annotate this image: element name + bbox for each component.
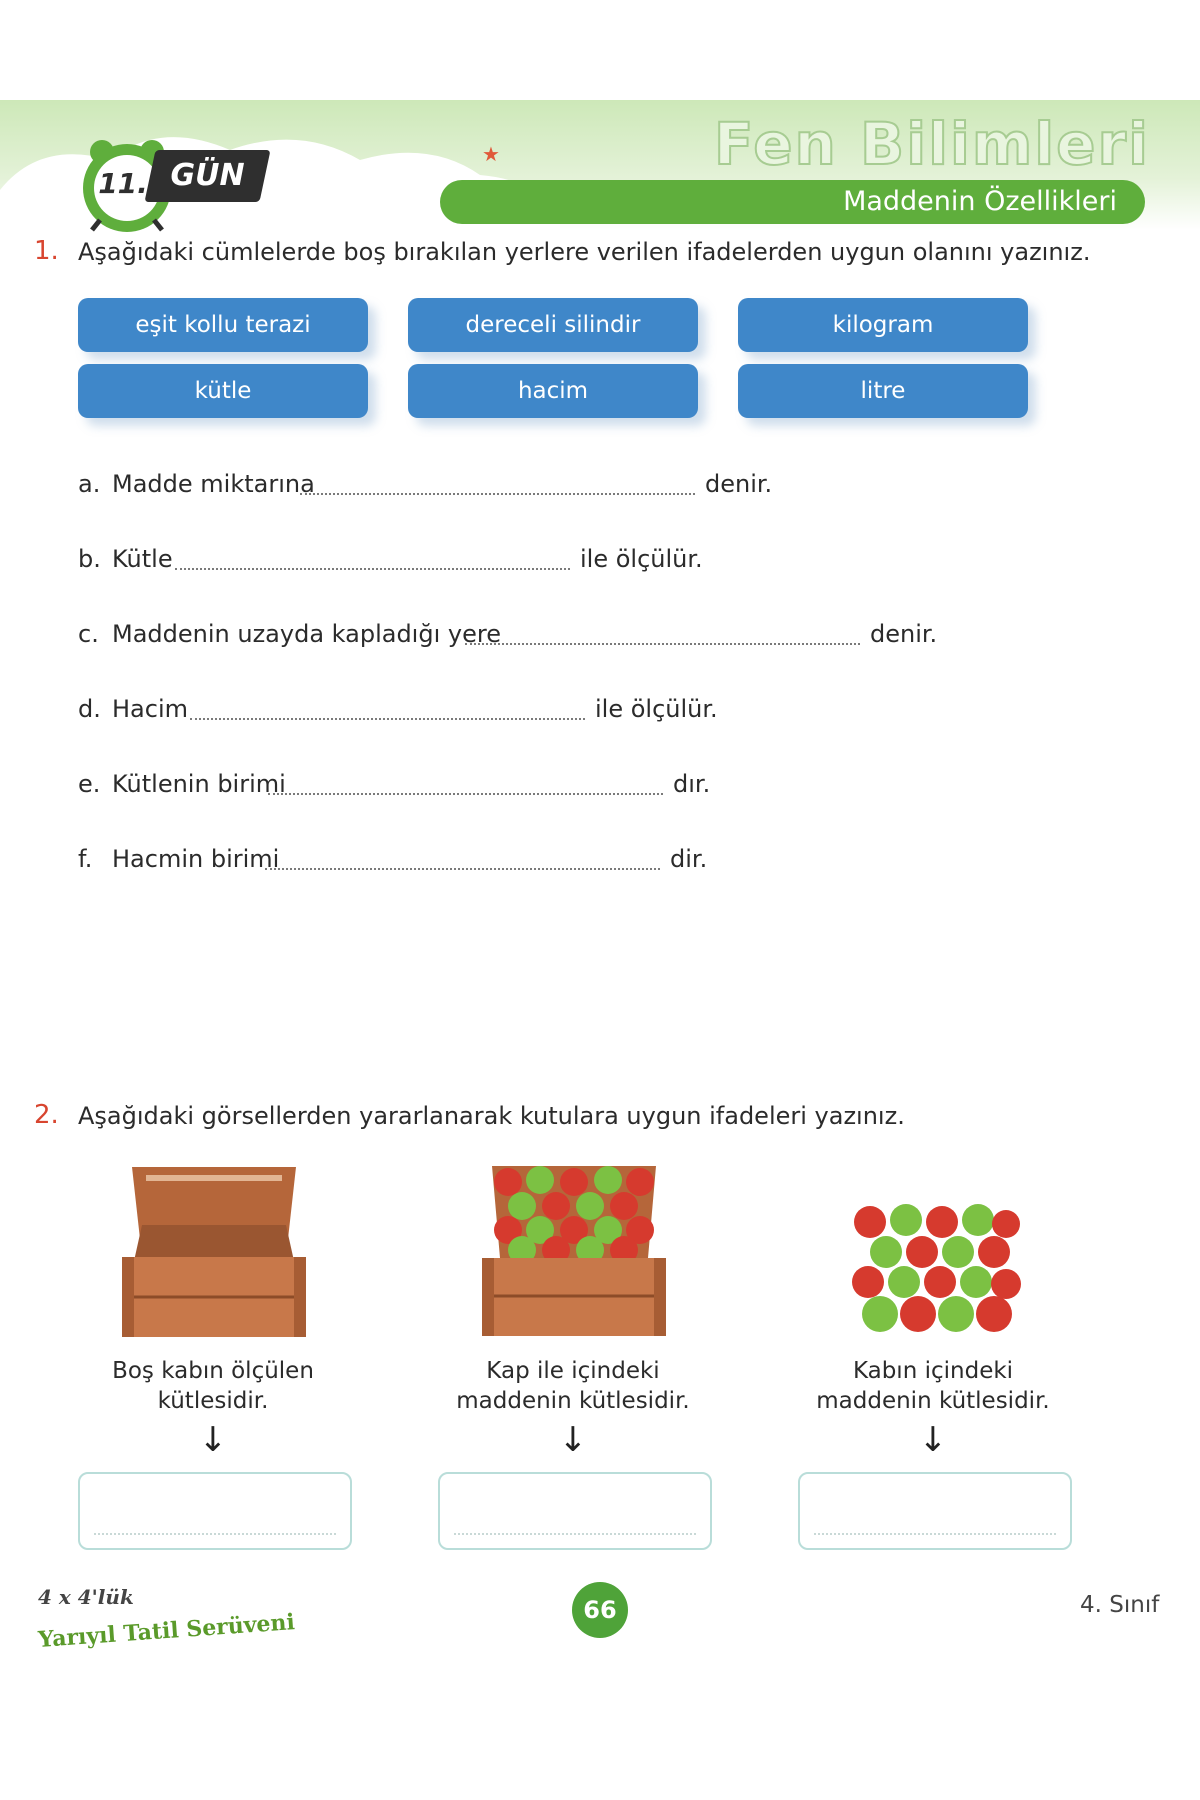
caption-line: Boş kabın ölçülen xyxy=(112,1358,314,1384)
sentence-text: Kütlenin birimi xyxy=(112,770,286,798)
sentence-a-ending: denir. xyxy=(705,470,773,498)
topic-label: Maddenin Özellikleri xyxy=(843,186,1117,217)
down-arrow-icon: ↓ xyxy=(198,1420,228,1460)
blank-c[interactable] xyxy=(465,642,860,645)
sentence-d xyxy=(78,695,188,723)
brand-top-text: 4 x 4'lük xyxy=(38,1585,134,1609)
caption-line: maddenin kütlesidir. xyxy=(816,1388,1050,1414)
page-number-badge: 66 xyxy=(572,1582,628,1638)
caption-line: Kap ile içindeki xyxy=(486,1358,660,1384)
sentence-text: Maddenin uzayda kapladığı yere xyxy=(112,620,501,648)
sentence-b xyxy=(78,545,173,573)
answer-line xyxy=(94,1532,336,1535)
caption-crate-with-apples xyxy=(423,1356,723,1416)
sentence-text: Madde miktarına xyxy=(112,470,315,498)
question-1-instruction: Aşağıdaki cümlelerde boş bırakılan yerlere verilen ifadelerden uygun olanını yazınız. xyxy=(78,238,1091,266)
sentence-letter: b. xyxy=(78,545,101,573)
day-label: GÜN xyxy=(170,158,245,193)
question-2-number: 2. xyxy=(34,1100,59,1130)
blank-a[interactable] xyxy=(300,492,695,495)
sentence-c-ending: denir. xyxy=(870,620,938,648)
crate-with-apples-image xyxy=(478,1160,670,1340)
option-hacim[interactable]: hacim xyxy=(408,364,698,418)
blank-f[interactable] xyxy=(265,867,660,870)
sentence-text: Hacim xyxy=(112,695,188,723)
topic-banner xyxy=(440,180,1145,224)
sentence-e xyxy=(78,770,286,798)
answer-line xyxy=(814,1532,1056,1535)
caption-apples xyxy=(783,1356,1083,1416)
sentence-f-ending: dir. xyxy=(670,845,708,873)
grade-label: 4. Sınıf xyxy=(1080,1592,1160,1618)
brand-name: Yarıyıl Tatil Serüveni xyxy=(37,1609,296,1653)
apples-image xyxy=(846,1200,1026,1340)
sentence-letter: d. xyxy=(78,695,101,723)
option-litre[interactable]: litre xyxy=(738,364,1028,418)
sentence-letter: e. xyxy=(78,770,101,798)
option-dereceli-silindir[interactable]: dereceli silindir xyxy=(408,298,698,352)
option-esit-kollu-terazi[interactable]: eşit kollu terazi xyxy=(78,298,368,352)
answer-box-apples[interactable] xyxy=(798,1472,1072,1550)
sentence-a xyxy=(78,470,315,498)
star-icon: ★ xyxy=(482,142,500,166)
answer-box-empty-crate[interactable] xyxy=(78,1472,352,1550)
caption-line: maddenin kütlesidir. xyxy=(456,1388,690,1414)
caption-line: Kabın içindeki xyxy=(852,1358,1014,1384)
sentence-d-ending: ile ölçülür. xyxy=(595,695,718,723)
day-badge xyxy=(144,150,270,202)
sentence-b-ending: ile ölçülür. xyxy=(580,545,703,573)
answer-box-crate-with-apples[interactable] xyxy=(438,1472,712,1550)
blank-b[interactable] xyxy=(175,567,570,570)
sentence-letter: a. xyxy=(78,470,101,498)
caption-empty-crate xyxy=(63,1356,363,1416)
sentence-f xyxy=(78,845,279,873)
sentence-letter: f. xyxy=(78,845,93,873)
sentence-e-ending: dır. xyxy=(673,770,711,798)
sentence-text: Hacmin birimi xyxy=(112,845,280,873)
sentence-c xyxy=(78,620,501,648)
option-kutle[interactable]: kütle xyxy=(78,364,368,418)
down-arrow-icon: ↓ xyxy=(918,1420,948,1460)
question-1-number: 1. xyxy=(34,236,59,266)
day-number: 11. xyxy=(98,167,148,200)
down-arrow-icon: ↓ xyxy=(558,1420,588,1460)
caption-line: kütlesidir. xyxy=(157,1388,269,1414)
blank-d[interactable] xyxy=(190,717,585,720)
empty-crate-image xyxy=(118,1165,310,1340)
sentence-text: Kütle xyxy=(112,545,173,573)
answer-line xyxy=(454,1532,696,1535)
option-kilogram[interactable]: kilogram xyxy=(738,298,1028,352)
sentence-letter: c. xyxy=(78,620,99,648)
blank-e[interactable] xyxy=(268,792,663,795)
subject-title: Fen Bilimleri xyxy=(713,110,1150,178)
question-2-instruction: Aşağıdaki görsellerden yararlanarak kutulara uygun ifadeleri yazınız. xyxy=(78,1102,905,1130)
